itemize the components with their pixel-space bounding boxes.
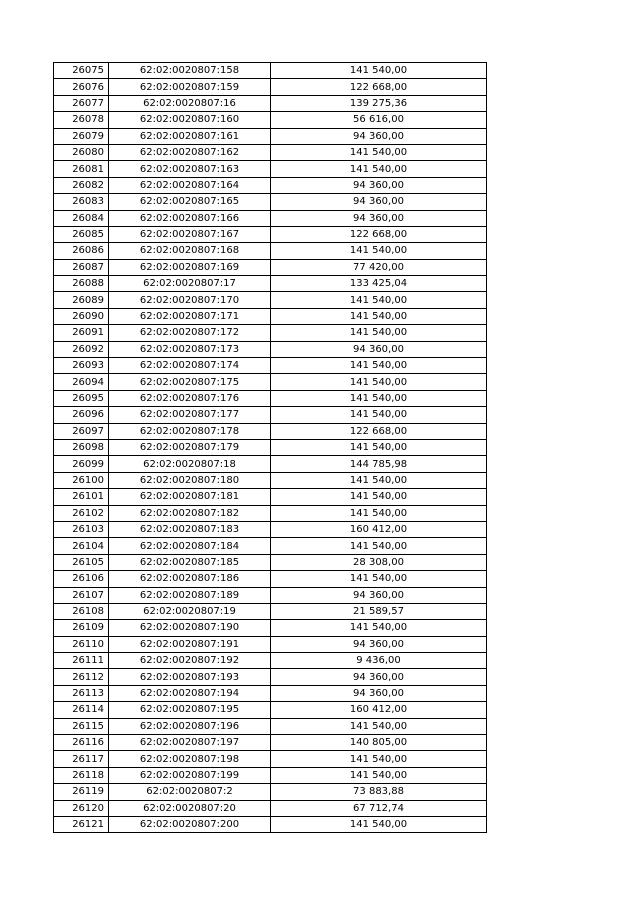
row-number-cell: 26101 [54, 489, 109, 505]
row-number-cell: 26110 [54, 636, 109, 652]
cadastral-value-cell: 141 540,00 [271, 472, 487, 488]
cadastral-value-cell: 94 360,00 [271, 128, 487, 144]
row-number-cell: 26084 [54, 210, 109, 226]
cadastral-value-cell: 141 540,00 [271, 718, 487, 734]
cadastral-number-cell: 62:02:0020807:191 [109, 636, 271, 652]
cadastral-number-cell: 62:02:0020807:170 [109, 292, 271, 308]
cadastral-number-cell: 62:02:0020807:16 [109, 95, 271, 111]
cadastral-value-cell: 160 412,00 [271, 702, 487, 718]
table-row [54, 325, 487, 341]
table-row [54, 144, 487, 160]
cadastral-number-cell: 62:02:0020807:158 [109, 63, 271, 79]
cadastral-number-cell: 62:02:0020807:167 [109, 226, 271, 242]
table-row [54, 521, 487, 537]
row-number-cell: 26115 [54, 718, 109, 734]
row-number-cell: 26112 [54, 669, 109, 685]
table-row [54, 358, 487, 374]
cadastral-number-cell: 62:02:0020807:173 [109, 341, 271, 357]
cadastral-number-cell: 62:02:0020807:174 [109, 358, 271, 374]
table-row [54, 571, 487, 587]
row-number-cell: 26085 [54, 226, 109, 242]
cadastral-number-cell: 62:02:0020807:2 [109, 784, 271, 800]
table-row [54, 226, 487, 242]
cadastral-value-cell: 122 668,00 [271, 423, 487, 439]
row-number-cell: 26106 [54, 571, 109, 587]
table-row [54, 210, 487, 226]
row-number-cell: 26119 [54, 784, 109, 800]
cadastral-number-cell: 62:02:0020807:159 [109, 79, 271, 95]
cadastral-value-cell: 94 360,00 [271, 341, 487, 357]
cadastral-value-table [53, 62, 487, 833]
row-number-cell: 26075 [54, 63, 109, 79]
cadastral-value-cell: 21 589,57 [271, 603, 487, 619]
row-number-cell: 26095 [54, 390, 109, 406]
cadastral-value-cell: 141 540,00 [271, 63, 487, 79]
table-row [54, 587, 487, 603]
cadastral-value-cell: 140 805,00 [271, 735, 487, 751]
row-number-cell: 26080 [54, 144, 109, 160]
cadastral-value-cell: 56 616,00 [271, 112, 487, 128]
cadastral-value-cell: 139 275,36 [271, 95, 487, 111]
table-row [54, 735, 487, 751]
cadastral-number-cell: 62:02:0020807:182 [109, 505, 271, 521]
table-row [54, 194, 487, 210]
cadastral-number-cell: 62:02:0020807:175 [109, 374, 271, 390]
cadastral-value-cell: 141 540,00 [271, 751, 487, 767]
row-number-cell: 26090 [54, 308, 109, 324]
table-row [54, 292, 487, 308]
cadastral-number-cell: 62:02:0020807:193 [109, 669, 271, 685]
cadastral-value-cell: 94 360,00 [271, 194, 487, 210]
row-number-cell: 26092 [54, 341, 109, 357]
cadastral-number-cell: 62:02:0020807:160 [109, 112, 271, 128]
cadastral-number-cell: 62:02:0020807:180 [109, 472, 271, 488]
table-row [54, 636, 487, 652]
cadastral-value-cell: 160 412,00 [271, 521, 487, 537]
row-number-cell: 26103 [54, 521, 109, 537]
cadastral-number-cell: 62:02:0020807:198 [109, 751, 271, 767]
cadastral-value-cell: 122 668,00 [271, 226, 487, 242]
table-row [54, 718, 487, 734]
row-number-cell: 26118 [54, 767, 109, 783]
cadastral-value-cell: 141 540,00 [271, 358, 487, 374]
cadastral-value-cell: 144 785,98 [271, 456, 487, 472]
row-number-cell: 26078 [54, 112, 109, 128]
table-row [54, 767, 487, 783]
cadastral-value-cell: 141 540,00 [271, 407, 487, 423]
table-row [54, 390, 487, 406]
table-row [54, 243, 487, 259]
cadastral-value-cell: 94 360,00 [271, 636, 487, 652]
row-number-cell: 26083 [54, 194, 109, 210]
row-number-cell: 26108 [54, 603, 109, 619]
cadastral-value-cell: 141 540,00 [271, 308, 487, 324]
cadastral-value-cell: 73 883,88 [271, 784, 487, 800]
table-row [54, 374, 487, 390]
cadastral-number-cell: 62:02:0020807:171 [109, 308, 271, 324]
table-row [54, 751, 487, 767]
cadastral-value-cell: 141 540,00 [271, 292, 487, 308]
cadastral-number-cell: 62:02:0020807:18 [109, 456, 271, 472]
row-number-cell: 26091 [54, 325, 109, 341]
table-row [54, 456, 487, 472]
table-row [54, 276, 487, 292]
cadastral-number-cell: 62:02:0020807:190 [109, 620, 271, 636]
cadastral-number-cell: 62:02:0020807:186 [109, 571, 271, 587]
cadastral-number-cell: 62:02:0020807:162 [109, 144, 271, 160]
cadastral-number-cell: 62:02:0020807:183 [109, 521, 271, 537]
row-number-cell: 26082 [54, 177, 109, 193]
row-number-cell: 26094 [54, 374, 109, 390]
cadastral-number-cell: 62:02:0020807:194 [109, 685, 271, 701]
cadastral-number-cell: 62:02:0020807:176 [109, 390, 271, 406]
cadastral-number-cell: 62:02:0020807:195 [109, 702, 271, 718]
row-number-cell: 26098 [54, 439, 109, 455]
row-number-cell: 26081 [54, 161, 109, 177]
cadastral-value-cell: 67 712,74 [271, 800, 487, 816]
cadastral-value-cell: 94 360,00 [271, 685, 487, 701]
row-number-cell: 26099 [54, 456, 109, 472]
table-row [54, 538, 487, 554]
row-number-cell: 26117 [54, 751, 109, 767]
table-row [54, 505, 487, 521]
cadastral-value-cell: 141 540,00 [271, 243, 487, 259]
cadastral-value-cell: 141 540,00 [271, 620, 487, 636]
row-number-cell: 26102 [54, 505, 109, 521]
cadastral-number-cell: 62:02:0020807:163 [109, 161, 271, 177]
cadastral-number-cell: 62:02:0020807:184 [109, 538, 271, 554]
table-row [54, 128, 487, 144]
cadastral-number-cell: 62:02:0020807:166 [109, 210, 271, 226]
row-number-cell: 26088 [54, 276, 109, 292]
table-row [54, 439, 487, 455]
cadastral-number-cell: 62:02:0020807:197 [109, 735, 271, 751]
cadastral-value-cell: 9 436,00 [271, 653, 487, 669]
row-number-cell: 26087 [54, 259, 109, 275]
cadastral-number-cell: 62:02:0020807:181 [109, 489, 271, 505]
cadastral-value-cell: 141 540,00 [271, 571, 487, 587]
table-row [54, 95, 487, 111]
row-number-cell: 26077 [54, 95, 109, 111]
table-row [54, 603, 487, 619]
table-row [54, 161, 487, 177]
table-row [54, 259, 487, 275]
table-row [54, 63, 487, 79]
row-number-cell: 26076 [54, 79, 109, 95]
cadastral-number-cell: 62:02:0020807:178 [109, 423, 271, 439]
table-row [54, 177, 487, 193]
row-number-cell: 26121 [54, 816, 109, 832]
cadastral-value-cell: 77 420,00 [271, 259, 487, 275]
row-number-cell: 26100 [54, 472, 109, 488]
table-row [54, 341, 487, 357]
cadastral-number-cell: 62:02:0020807:17 [109, 276, 271, 292]
table-body [54, 63, 487, 833]
cadastral-value-cell: 141 540,00 [271, 767, 487, 783]
cadastral-value-cell: 141 540,00 [271, 816, 487, 832]
row-number-cell: 26096 [54, 407, 109, 423]
row-number-cell: 26105 [54, 554, 109, 570]
table-row [54, 816, 487, 832]
cadastral-number-cell: 62:02:0020807:177 [109, 407, 271, 423]
table-row [54, 784, 487, 800]
row-number-cell: 26113 [54, 685, 109, 701]
cadastral-value-cell: 94 360,00 [271, 669, 487, 685]
cadastral-value-cell: 28 308,00 [271, 554, 487, 570]
table-row [54, 112, 487, 128]
cadastral-value-cell: 141 540,00 [271, 439, 487, 455]
cadastral-number-cell: 62:02:0020807:165 [109, 194, 271, 210]
cadastral-number-cell: 62:02:0020807:172 [109, 325, 271, 341]
row-number-cell: 26104 [54, 538, 109, 554]
cadastral-number-cell: 62:02:0020807:20 [109, 800, 271, 816]
row-number-cell: 26093 [54, 358, 109, 374]
row-number-cell: 26089 [54, 292, 109, 308]
cadastral-value-cell: 141 540,00 [271, 325, 487, 341]
table-row [54, 800, 487, 816]
cadastral-value-cell: 133 425,04 [271, 276, 487, 292]
row-number-cell: 26109 [54, 620, 109, 636]
row-number-cell: 26111 [54, 653, 109, 669]
row-number-cell: 26116 [54, 735, 109, 751]
cadastral-value-cell: 141 540,00 [271, 144, 487, 160]
table-row [54, 620, 487, 636]
cadastral-number-cell: 62:02:0020807:179 [109, 439, 271, 455]
table-row [54, 79, 487, 95]
cadastral-number-cell: 62:02:0020807:185 [109, 554, 271, 570]
cadastral-number-cell: 62:02:0020807:164 [109, 177, 271, 193]
table-row [54, 407, 487, 423]
row-number-cell: 26114 [54, 702, 109, 718]
cadastral-number-cell: 62:02:0020807:161 [109, 128, 271, 144]
row-number-cell: 26086 [54, 243, 109, 259]
cadastral-value-cell: 141 540,00 [271, 538, 487, 554]
table-row [54, 308, 487, 324]
table-row [54, 472, 487, 488]
table-row [54, 702, 487, 718]
cadastral-value-cell: 94 360,00 [271, 587, 487, 603]
cadastral-number-cell: 62:02:0020807:168 [109, 243, 271, 259]
cadastral-number-cell: 62:02:0020807:196 [109, 718, 271, 734]
table-row [54, 669, 487, 685]
cadastral-number-cell: 62:02:0020807:169 [109, 259, 271, 275]
cadastral-value-cell: 122 668,00 [271, 79, 487, 95]
cadastral-value-cell: 141 540,00 [271, 390, 487, 406]
row-number-cell: 26107 [54, 587, 109, 603]
table-row [54, 653, 487, 669]
cadastral-value-cell: 141 540,00 [271, 489, 487, 505]
row-number-cell: 26079 [54, 128, 109, 144]
cadastral-value-cell: 141 540,00 [271, 374, 487, 390]
cadastral-number-cell: 62:02:0020807:189 [109, 587, 271, 603]
cadastral-number-cell: 62:02:0020807:199 [109, 767, 271, 783]
cadastral-value-cell: 94 360,00 [271, 177, 487, 193]
table-row [54, 489, 487, 505]
table-row [54, 685, 487, 701]
row-number-cell: 26097 [54, 423, 109, 439]
row-number-cell: 26120 [54, 800, 109, 816]
cadastral-value-cell: 141 540,00 [271, 161, 487, 177]
cadastral-value-cell: 141 540,00 [271, 505, 487, 521]
cadastral-value-cell: 94 360,00 [271, 210, 487, 226]
cadastral-number-cell: 62:02:0020807:200 [109, 816, 271, 832]
table-row [54, 423, 487, 439]
cadastral-number-cell: 62:02:0020807:19 [109, 603, 271, 619]
cadastral-number-cell: 62:02:0020807:192 [109, 653, 271, 669]
table-row [54, 554, 487, 570]
